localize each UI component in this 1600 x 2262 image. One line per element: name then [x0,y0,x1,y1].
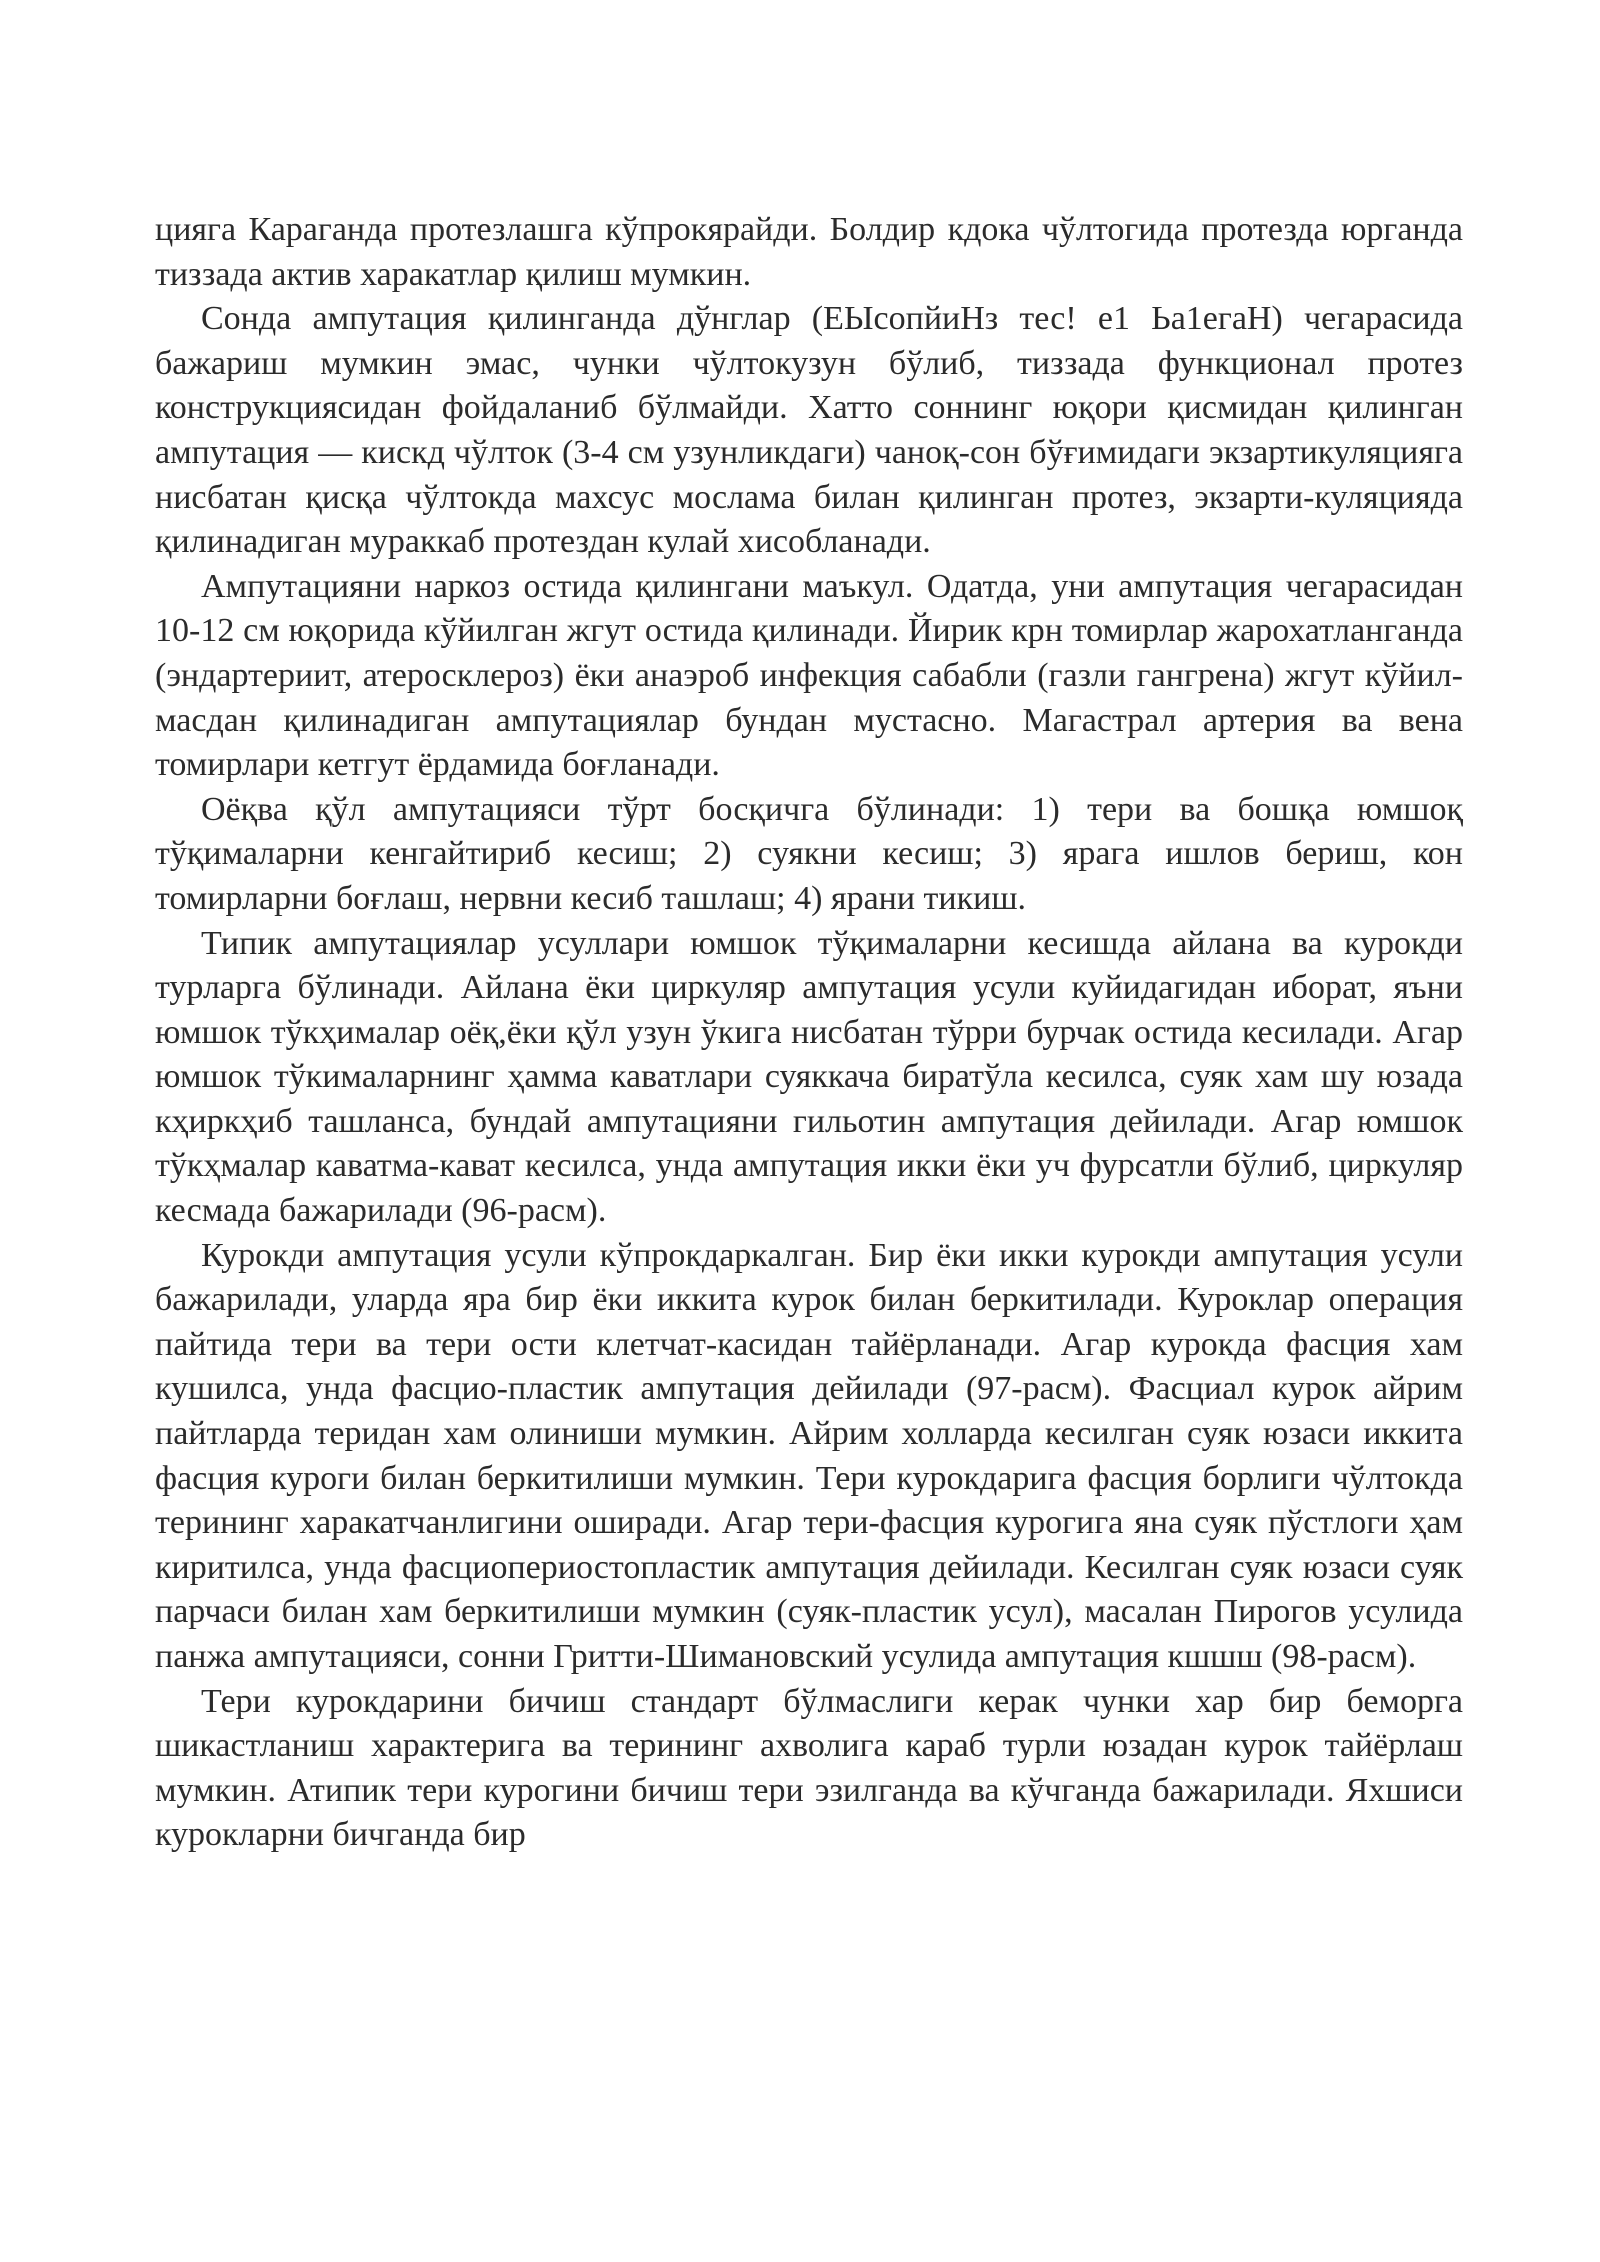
paragraph-7: Тери курокдарини бичиш стандарт бўлмаслиги керак чунки хар бир беморга шикастланиш характерига ва терининг ахволига караб турли юзадан курок тайёрлаш мумкин. Атипик тери курогини бичиш тери эзилганда ва кўчганда бажарилади. Яхшиси курокларни бичганда бир [155,1682,1463,1854]
paragraph-1: цияга Караганда протезлашга кўпрокярайди. Болдир кдока чўлтогида протезда юрганда тиззада актив харакатлар қилиш мумкин. [155,211,1463,293]
paragraph-5: Типик ампутациялар усуллари юмшок тўқималарни кесишда айлана ва курокди турларга бўлинади. Айлана ёки циркуляр ампутация усули куйидагидан иборат, яъни юмшок тўкҳималар оёқ,ёки қўл узун ўкига нисбатан тўрри бурчак остида кесилади. Агар юмшок тўкималарнинг ҳамма каватлари суяккача биратўла кесилса, суяк хам шу юзада кҳиркҳиб ташланса, бундай ампутацияни гильотин ампутация дейилади. Агар юмшок тўкҳмалар каватма-кават кесилса, унда ампутация икки ёки уч фурсатли бўлиб, циркуляр кесмада бажарилади (96-расм). [155,924,1463,1230]
paragraph-6: Курокди ампутация усули кўпрокдаркалган. Бир ёки икки курокди ампутация усули бажарилади, уларда яра бир ёки иккита курок билан беркитилади. Куроклар операция пайтида тери ва тери ости клетчат-касидан тайёрланади. Агар курокда фасция хам кушилса, унда фасцио-пластик ампутация дейилади (97-расм). Фасциал курок айрим пайтларда теридан хам олиниши мумкин. Айрим холларда кесилган суяк юзаси иккита фасция куроги билан беркитилиши мумкин. Тери курокдарига фасция борлиги чўлтокда терининг харакатчанлигини оширади. Агар тери-фасция курогига яна суяк пўстлоги ҳам киритилса, унда фасциопериостопластик ампутация дейилади. Кесилган суяк юзаси суяк парчаси билан хам беркитилиши мумкин (суяк-пластик усул), масалан Пирогов усулида панжа ампутацияси, сонни Гритти-Шимановский усулида ампутация кшшш (98-расм). [155,1236,1463,1675]
paragraph-2: Сонда ампутация қилинганда дўнглар (ЕЫсопйиНз тес! е1 Ьа1егаН) чегарасида бажариш мумкин эмас, чунки чўлтокузун бўлиб, тиззада функционал протез конструкциясидан фойдаланиб бўлмайди. Хатто соннинг юқори қисмидан қилинган ампутация — кискд чўлток (3-4 см узунликдаги) чаноқ-сон бўғимидаги экзартикуляцияга нисбатан қисқа чўлтокда махсус мослама билан қилинган протез, экзарти-куляцияда қилинадиган мураккаб протездан кулай хисобланади. [155,300,1463,561]
paragraph-4: Оёқва қўл ампутацияси тўрт босқичга бўлинади: 1) тери ва бошқа юмшоқ тўқималарни кенгайтириб кесиш; 2) суякни кесиш; 3) ярага ишлов бериш, кон томирларни боғлаш, нервни кесиб ташлаш; 4) ярани тикиш. [155,790,1463,917]
page-body [155,208,1463,1858]
paragraph-3: Ампутацияни наркоз остида қилингани маъкул. Одатда, уни ампутация чегарасидан 10-12 см юқорида кўйилган жгут остида қилинади. Йирик крн томирлар жарохатланганда (эндартериит, атеросклероз) ёки анаэроб инфекция сабабли (газли гангрена) жгут кўйил-масдан қилинадиган ампутациялар бундан мустасно. Магастрал артерия ва вена томирлари кетгут ёрдамида боғланади. [155,567,1463,784]
